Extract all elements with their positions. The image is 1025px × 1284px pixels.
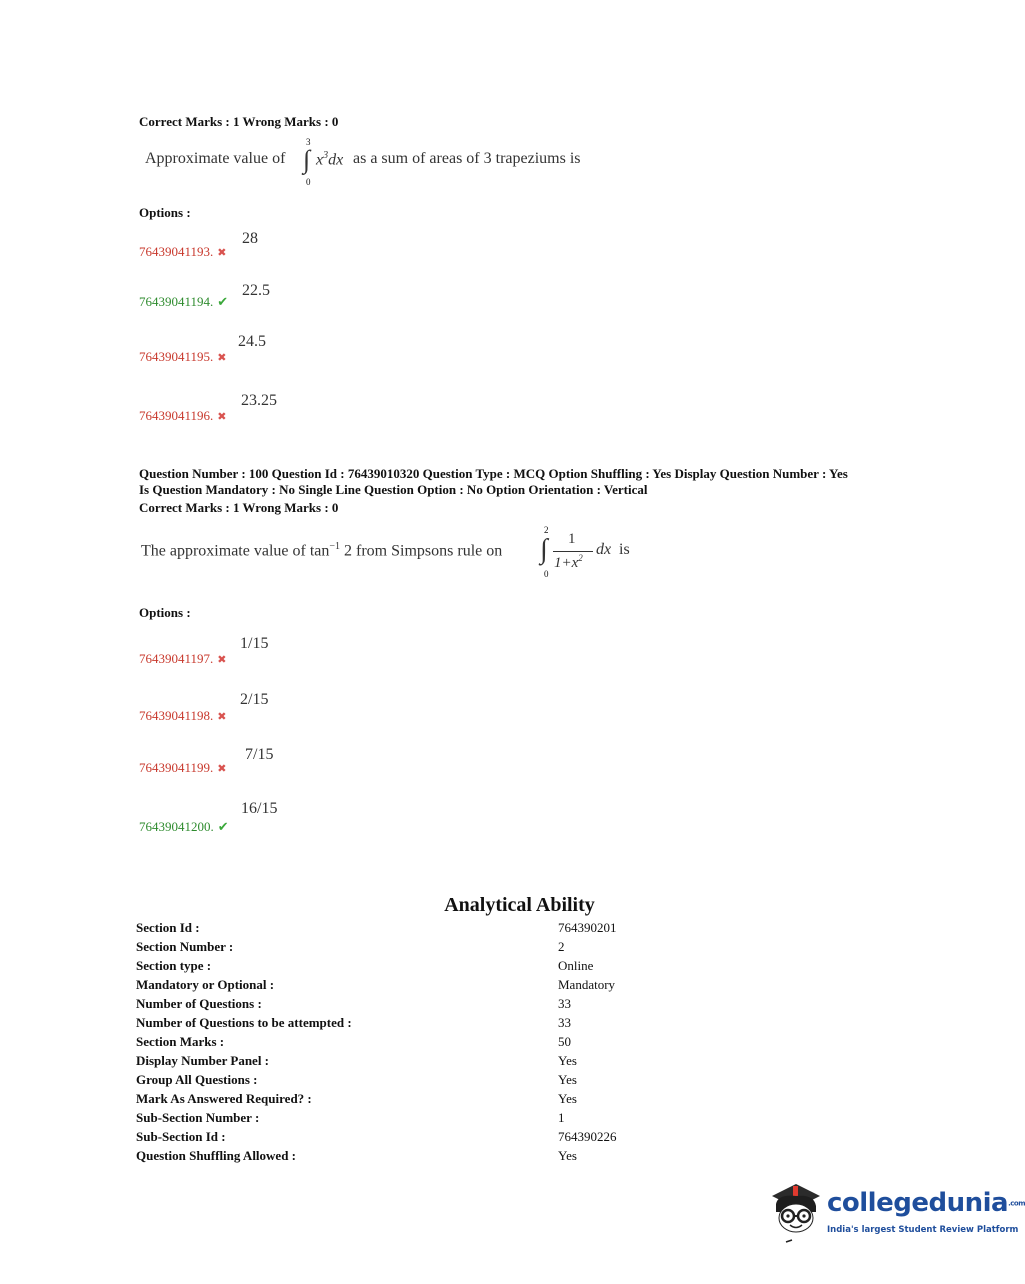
section-row-value: Yes (558, 1053, 577, 1068)
option-value: 28 (242, 230, 258, 247)
q99-text-after: as a sum of areas of 3 trapeziums is (353, 150, 581, 167)
correct-check-icon: ✔ (217, 819, 229, 834)
section-row-value: 2 (558, 939, 565, 954)
option-id: 76439041199. (139, 760, 214, 775)
q99-int-upper: 3 (306, 137, 311, 147)
q100-int-upper: 2 (544, 525, 549, 535)
option-id: 76439041197. (139, 651, 214, 666)
section-row-label: Group All Questions : (136, 1072, 258, 1087)
q99-option-2[interactable] (139, 293, 228, 311)
option-id: 76439041195. (139, 349, 214, 364)
q100-int-lower: 0 (544, 569, 549, 579)
section-row-label: Section Marks : (136, 1034, 225, 1049)
fraction-denominator (554, 553, 583, 572)
q99-text-before: Approximate value of (145, 150, 286, 167)
q99-integrand (316, 150, 343, 169)
section-row-value: 33 (558, 1015, 571, 1030)
section-row-label: Number of Questions to be attempted : (136, 1015, 352, 1030)
correct-check-icon: ✔ (217, 294, 229, 309)
section-row (136, 920, 656, 939)
q99-integral (304, 137, 316, 189)
section-row (136, 958, 656, 977)
option-id: 76439041198. (139, 708, 214, 723)
frac-den-exp: 2 (578, 553, 583, 563)
section-row-value: 50 (558, 1034, 571, 1049)
mascot-icon (766, 1178, 826, 1244)
q100-text-before: The approximate value of tan (141, 542, 330, 560)
q100-integrand-dx: dx (596, 541, 612, 558)
logo-wordmark (827, 1188, 1025, 1218)
option-id: 76439041194. (139, 294, 214, 309)
section-row (136, 1110, 656, 1129)
section-row-value: 33 (558, 996, 571, 1011)
section-row (136, 939, 656, 958)
section-row-label: Mandatory or Optional : (136, 977, 275, 992)
wrong-mark-icon: ✖ (217, 352, 227, 364)
q99-marks: Correct Marks : 1 Wrong Marks : 0 (139, 114, 339, 129)
section-row (136, 1129, 656, 1148)
q99-integrand-var: x (316, 151, 324, 169)
q99-integrand-exp: 3 (323, 150, 329, 161)
q100-option-2[interactable] (139, 707, 227, 725)
q99-int-lower: 0 (306, 177, 311, 187)
section-row (136, 996, 656, 1015)
section-row-label: Section type : (136, 958, 212, 973)
q100-option-3[interactable] (139, 759, 227, 777)
option-id: 76439041193. (139, 244, 214, 259)
q100-tan-exp: −1 (329, 541, 341, 552)
integral-sign-icon: ∫ (303, 145, 311, 174)
fraction-bar (553, 551, 593, 552)
logo-dotcom: .com (1008, 1199, 1025, 1208)
section-row (136, 1053, 656, 1072)
section-row-label: Mark As Answered Required? : (136, 1091, 312, 1106)
option-value: 16/15 (241, 800, 278, 817)
q99-integrand-dx: dx (328, 151, 344, 169)
section-row-value: 1 (558, 1110, 565, 1125)
option-value: 1/15 (240, 635, 269, 652)
section-row (136, 1148, 656, 1167)
q100-integral (540, 525, 552, 581)
section-row (136, 1091, 656, 1110)
section-row-value: 764390201 (558, 920, 617, 935)
option-value: 23.25 (241, 392, 277, 409)
wrong-mark-icon: ✖ (217, 247, 227, 259)
q100-meta-line2: Is Question Mandatory : No Single Line Question Option : No Option Orientation : Vertical (139, 482, 648, 497)
q99-options-label: Options : (139, 205, 191, 220)
q100-text-after: is (619, 541, 630, 558)
collegedunia-logo[interactable] (766, 1176, 1025, 1246)
wrong-mark-icon: ✖ (217, 711, 227, 723)
wrong-mark-icon: ✖ (217, 763, 227, 775)
q99-option-1[interactable] (139, 243, 227, 261)
integral-sign-icon: ∫ (540, 534, 548, 565)
option-id: 76439041200. (139, 819, 214, 834)
wrong-mark-icon: ✖ (217, 411, 227, 423)
section-row-value: Mandatory (558, 977, 616, 992)
section-row-value: Yes (558, 1148, 577, 1163)
option-value: 7/15 (245, 746, 274, 763)
section-row (136, 977, 656, 996)
frac-den-text: 1+x (554, 555, 579, 571)
section-row-label: Section Id : (136, 920, 200, 935)
q99-option-3[interactable] (139, 348, 227, 366)
q100-option-4[interactable] (139, 818, 229, 836)
logo-name: collegedunia (827, 1188, 1009, 1218)
option-value: 24.5 (238, 333, 266, 350)
option-id: 76439041196. (139, 408, 214, 423)
q100-marks: Correct Marks : 1 Wrong Marks : 0 (139, 500, 339, 515)
section-row-value: 764390226 (558, 1129, 617, 1144)
q100-option-1[interactable] (139, 650, 227, 668)
fraction-numerator: 1 (568, 531, 576, 547)
section-row-label: Sub-Section Id : (136, 1129, 226, 1144)
section-row-label: Section Number : (136, 939, 234, 954)
section-row-value: Yes (558, 1091, 577, 1106)
q99-question-text (145, 150, 285, 168)
section-title: Analytical Ability (444, 894, 595, 916)
option-value: 2/15 (240, 691, 269, 708)
wrong-mark-icon: ✖ (217, 654, 227, 666)
section-row (136, 1072, 656, 1091)
section-row-label: Question Shuffling Allowed : (136, 1148, 297, 1163)
section-row-label: Sub-Section Number : (136, 1110, 260, 1125)
q100-question-text (141, 541, 502, 560)
q100-text-mid: 2 from Simpsons rule on (344, 542, 503, 560)
section-row (136, 1034, 656, 1053)
q100-options-label: Options : (139, 605, 191, 620)
section-row (136, 1015, 656, 1034)
section-row-value: Online (558, 958, 594, 973)
section-row-label: Number of Questions : (136, 996, 262, 1011)
q99-option-4[interactable] (139, 407, 227, 425)
logo-tagline: India's largest Student Review Platform (827, 1225, 1019, 1235)
section-info-table (136, 920, 656, 1167)
section-row-label: Display Number Panel : (136, 1053, 270, 1068)
option-value: 22.5 (242, 282, 270, 299)
q100-meta-line1: Question Number : 100 Question Id : 76439010320 Question Type : MCQ Option Shuffling : Yes Display Question Number : Yes (139, 466, 848, 481)
q100-fraction (553, 531, 595, 575)
section-row-value: Yes (558, 1072, 577, 1087)
